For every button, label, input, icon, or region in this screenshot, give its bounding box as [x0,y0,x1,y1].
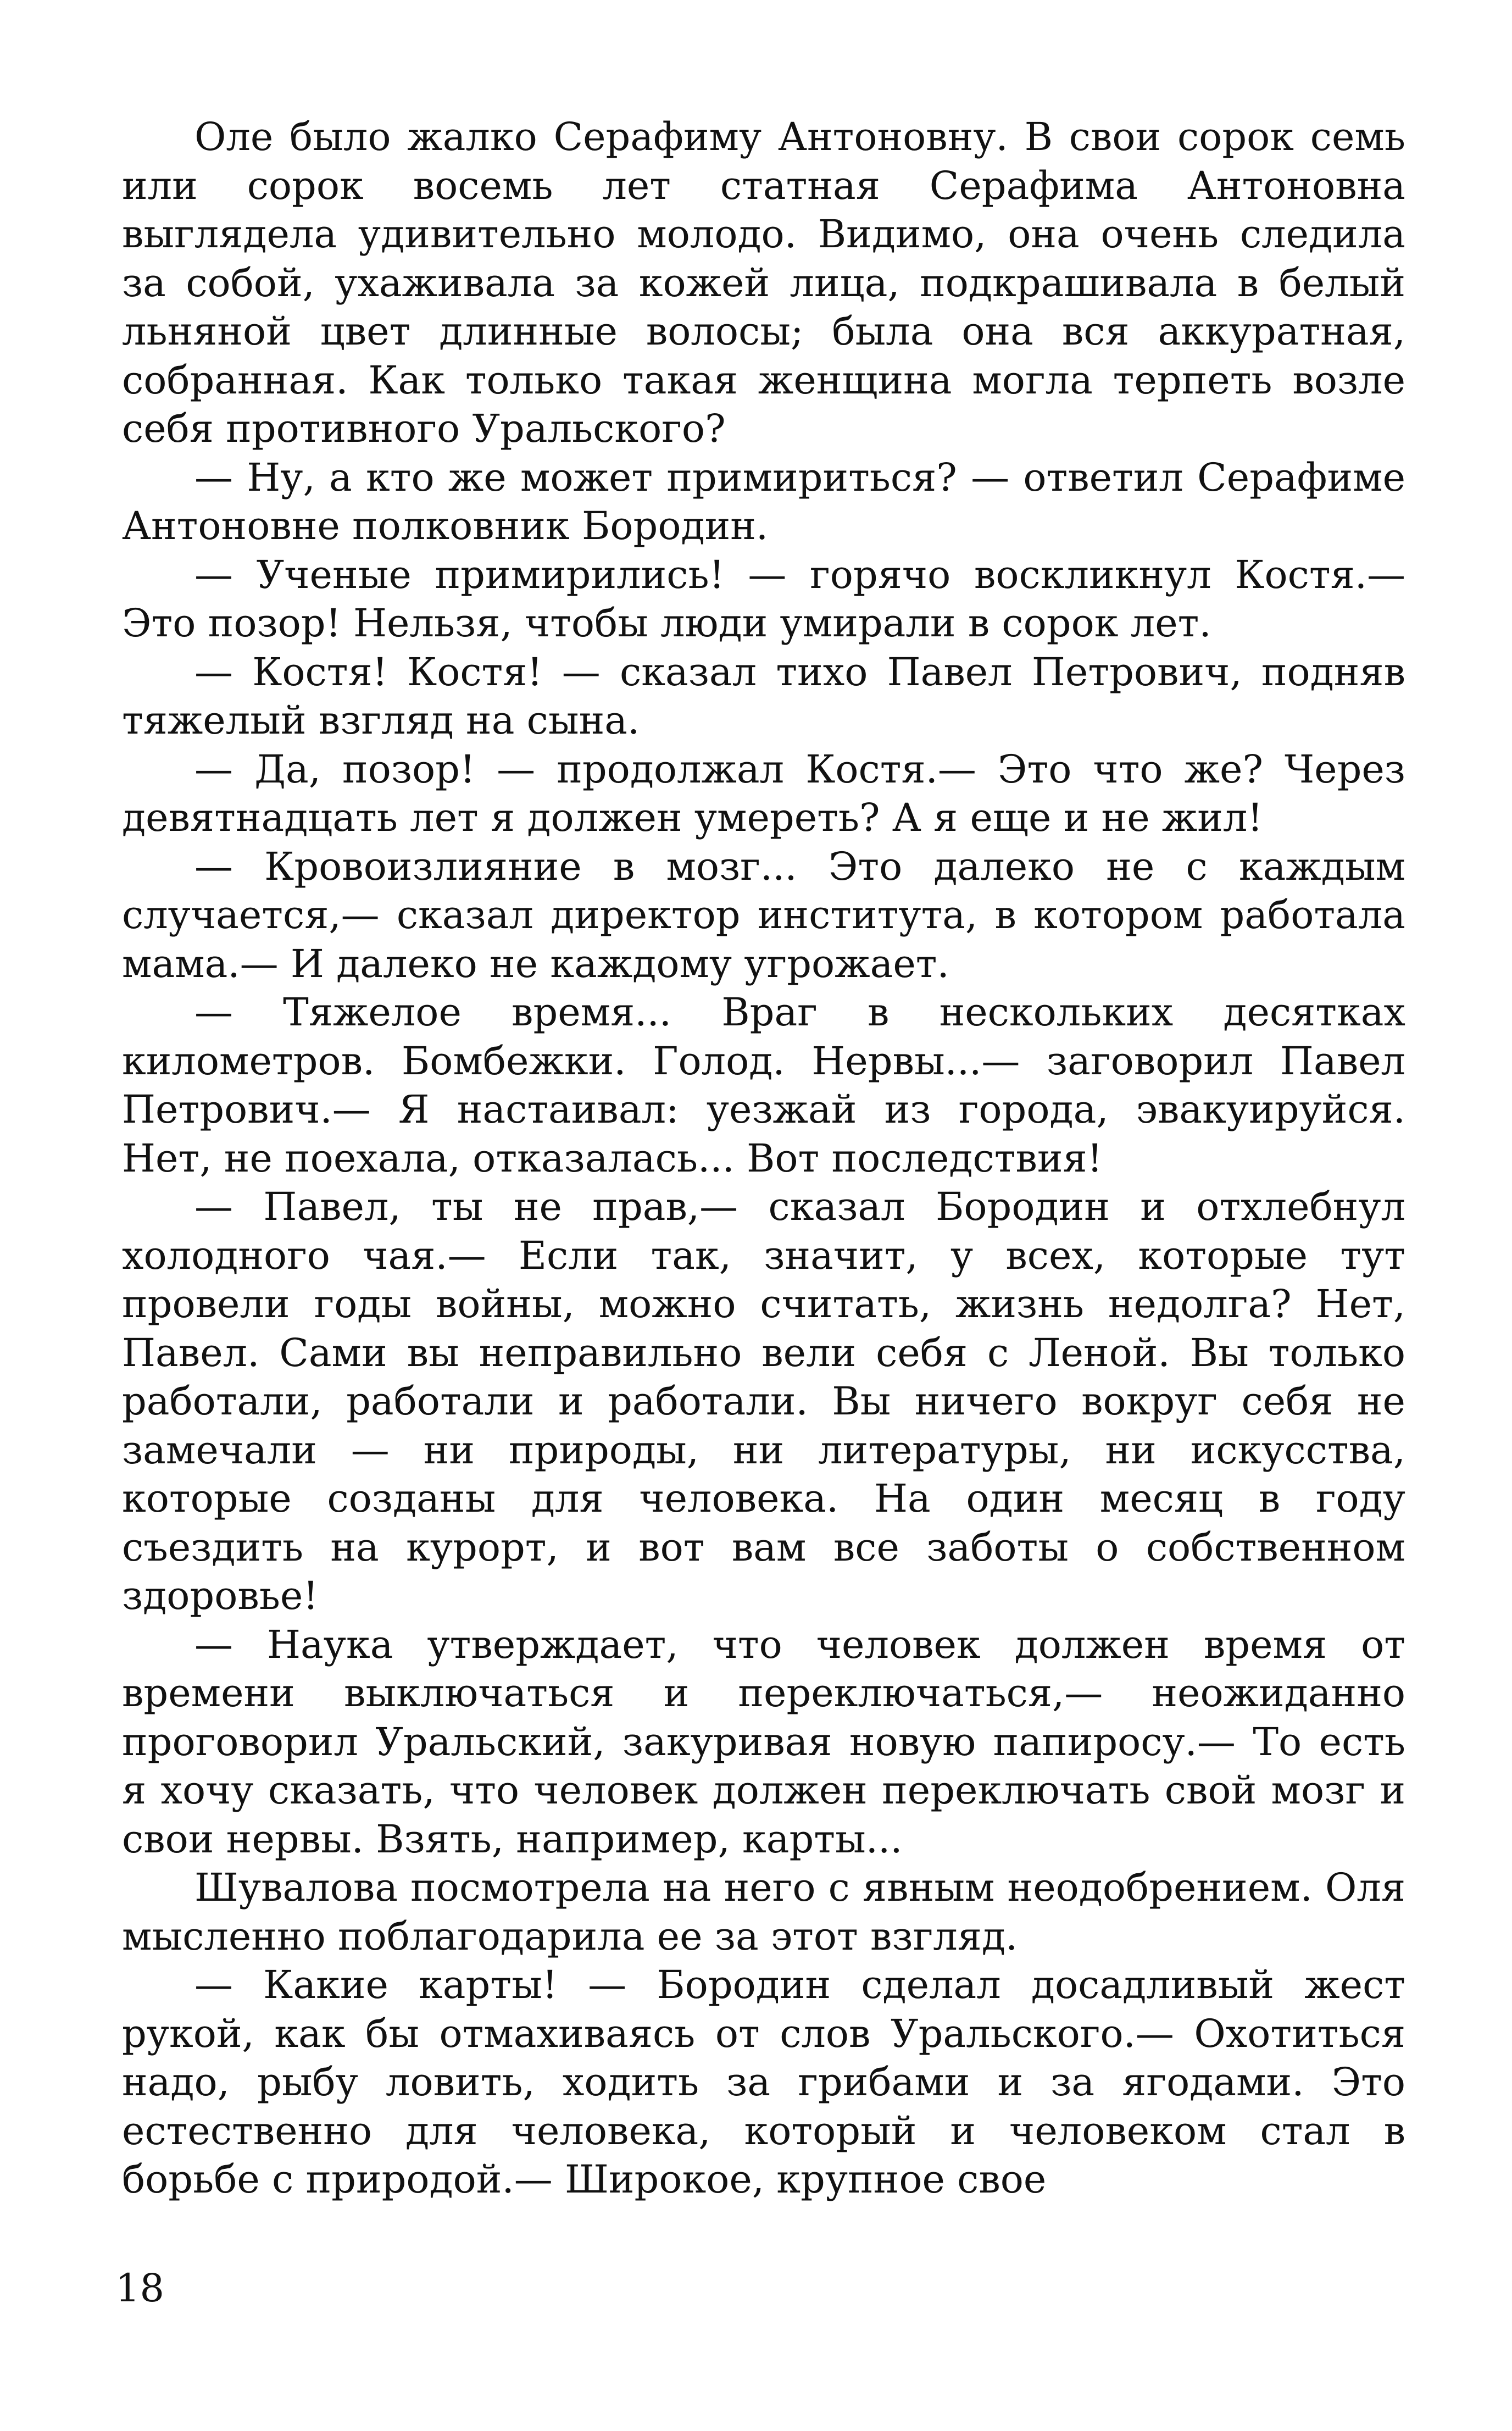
paragraph: — Кровоизлияние в мозг... Это далеко не с каждым случается,— сказал директор института, в котором работала мама.— И далеко не каждому угрожает. [122,843,1405,986]
paragraph: — Какие карты! — Бородин сделал досадливый жест рукой, как бы отмахиваясь от слов Уральского.— Охотиться надо, рыбу ловить, ходить за грибами и за ягодами. Это естественно для человека, который и человеком стал в борьбе с природой.— Широкое, крупное свое [122,1962,1405,2202]
paragraph: — Костя! Костя! — сказал тихо Павел Петрович, подняв тяжелый взгляд на сына. [122,649,1405,743]
paragraph: — Ученые примирились! — горячо воскликнул Костя.— Это позор! Нельзя, чтобы люди умирали в сорок лет. [122,552,1405,646]
paragraph: — Наука утверждает, что человек должен время от времени выключаться и переключаться,— неожиданно проговорил Уральский, закуривая новую папиросу.— То есть я хочу сказать, что человек должен переключать свой мозг и свои нервы. Взять, например, карты... [122,1622,1405,1862]
page-text [122,113,1405,2204]
paragraph: Шувалова посмотрела на него с явным неодобрением. Оля мысленно поблагодарила ее за этот взгляд. [122,1865,1405,1959]
page-number: 18 [115,2266,165,2311]
paragraph: — Да, позор! — продолжал Костя.— Это что же? Через девятнадцать лет я должен умереть? А я еще и не жил! [122,746,1405,840]
paragraph: — Ну, а кто же может примириться? — ответил Серафиме Антоновне полковник Бородин. [122,454,1405,548]
paragraph: Оле было жалко Серафиму Антоновну. В свои сорок семь или сорок восемь лет статная Серафима Антоновна выглядела удивительно молодо. Видимо, она очень следила за собой, ухаживала за кожей лица, подкрашивала в белый льняной цвет длинные волосы; была она вся аккуратная, собранная. Как только такая женщина могла терпеть возле себя противного Уральского? [122,114,1405,451]
paragraph: — Тяжелое время... Враг в нескольких десятках километров. Бомбежки. Голод. Нервы...— заговорил Павел Петрович.— Я настаивал: уезжай из города, эвакуируйся. Нет, не поехала, отказалась... Вот последствия! [122,990,1405,1181]
paragraph: — Павел, ты не прав,— сказал Бородин и отхлебнул холодного чая.— Если так, значит, у всех, которые тут провели годы войны, можно считать, жизнь недолга? Нет, Павел. Сами вы неправильно вели себя с Леной. Вы только работали, работали и работали. Вы ничего вокруг себя не замечали — ни природы, ни литературы, ни искусства, которые созданы для человека. На один месяц в году съездить на курорт, и вот вам все заботы о собственном здоровье! [122,1184,1405,1618]
